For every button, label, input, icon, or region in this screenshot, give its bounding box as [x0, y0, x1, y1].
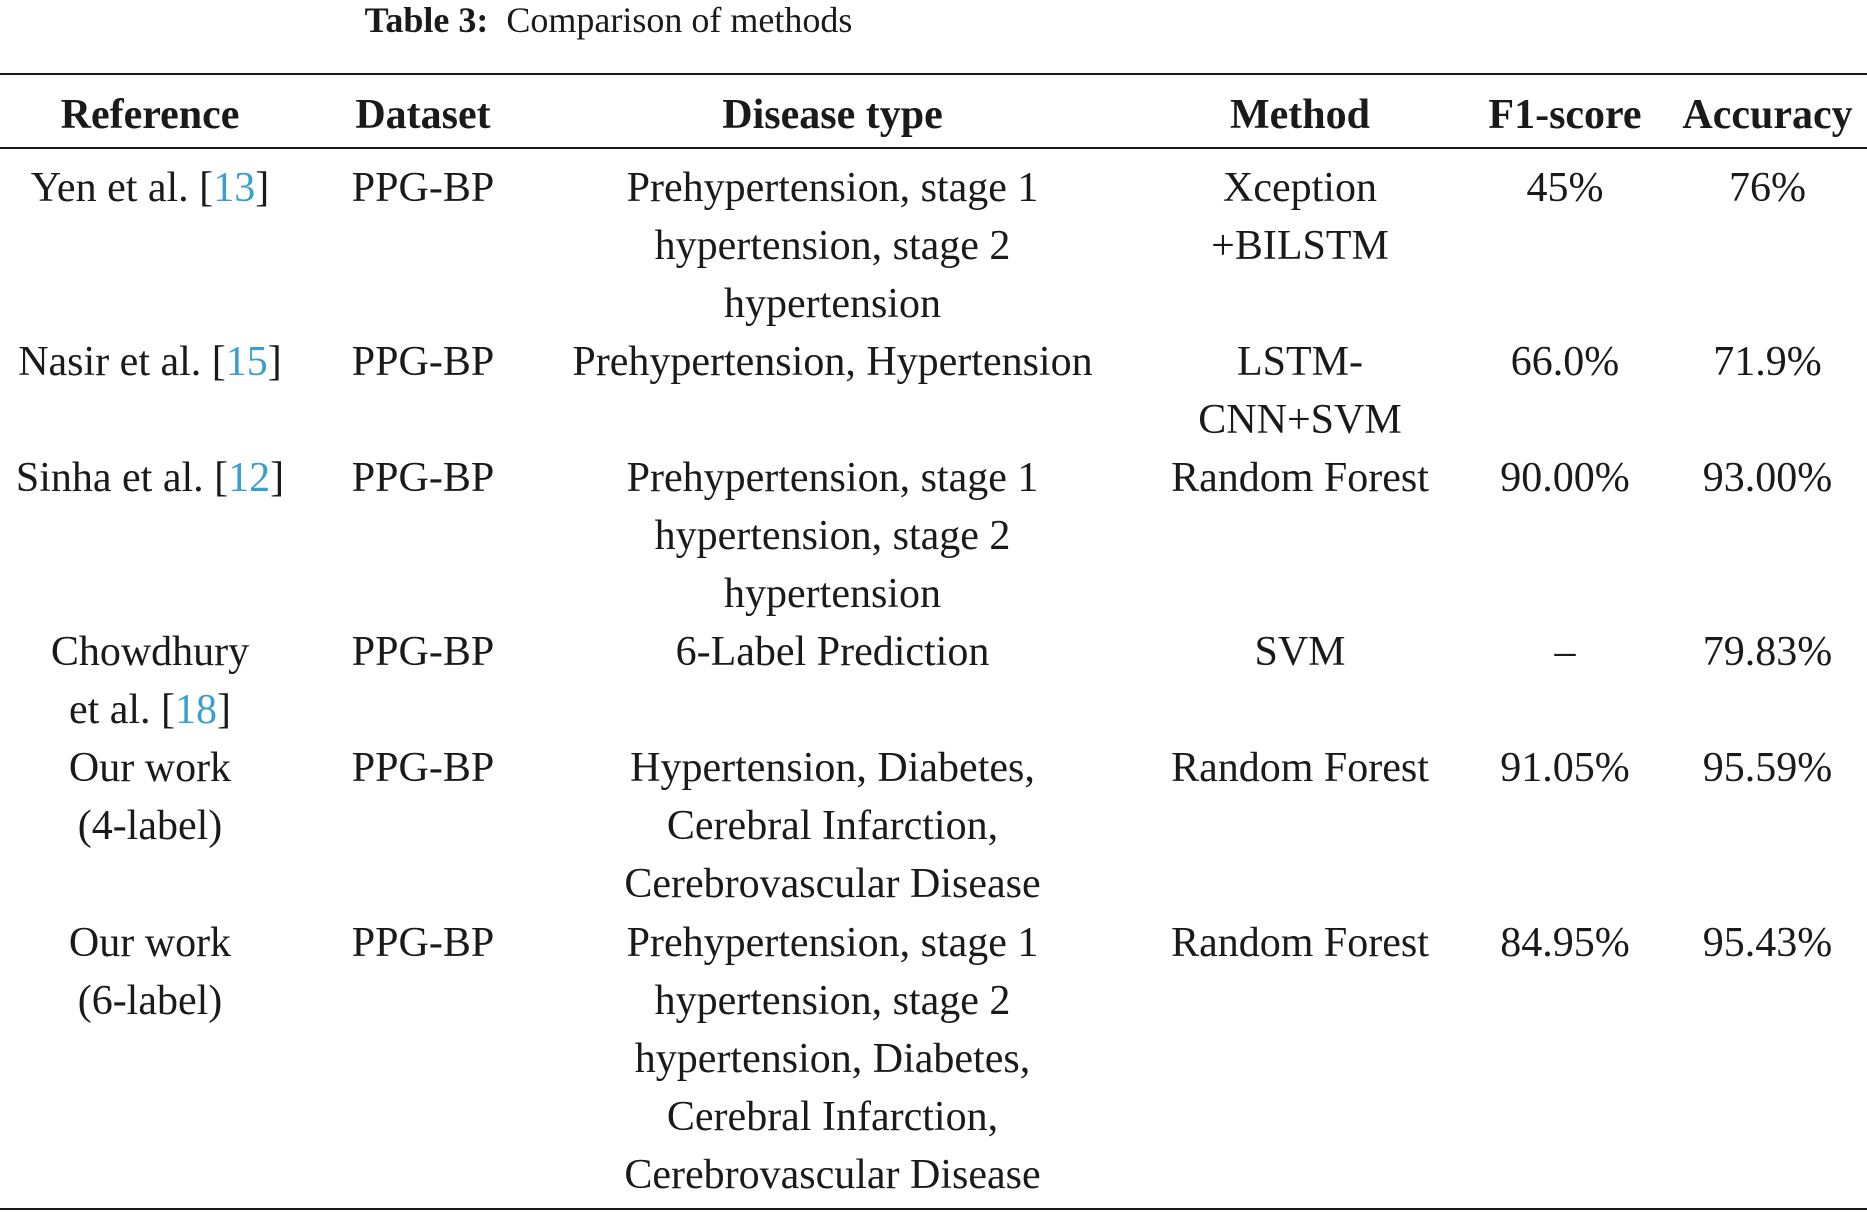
disease-line: hypertension, stage 2: [654, 513, 1011, 559]
table-top-rule: [0, 73, 1867, 75]
table-row-2-reference: [0, 333, 300, 391]
disease-line: hypertension, stage 2: [654, 223, 1011, 269]
table-row-1-accuracy: 76%: [1729, 165, 1806, 211]
table-row-4-method: [1140, 623, 1460, 681]
table-row-3-f1: 90.00%: [1500, 455, 1630, 501]
method-line: Random Forest: [1171, 920, 1429, 966]
table-caption-title: Comparison of methods: [506, 0, 853, 40]
disease-line: hypertension: [724, 281, 941, 327]
header-method: Method: [1230, 92, 1370, 138]
table-row-3-dataset: PPG-BP: [351, 455, 495, 501]
table-row-2-method: [1140, 333, 1460, 449]
reference-bracket: ]: [255, 165, 270, 211]
table-row-5-disease: [530, 739, 1135, 913]
table-row-5-reference: [0, 739, 300, 855]
table-row-3-reference: [0, 449, 300, 507]
table-row-6-f1: 84.95%: [1500, 920, 1630, 966]
citation-link[interactable]: 15: [225, 339, 268, 385]
method-line: Xception: [1223, 165, 1377, 211]
table-header-rule: [0, 147, 1867, 149]
header-f1-score: F1-score: [1488, 92, 1642, 138]
header-reference: Reference: [60, 92, 240, 138]
disease-line: Prehypertension, stage 1: [626, 920, 1039, 966]
disease-line: Cerebral Infarction,: [666, 1094, 999, 1140]
reference-text: Our work: [68, 745, 232, 791]
header-accuracy: Accuracy: [1682, 92, 1853, 138]
table-row-1-reference: [0, 159, 300, 217]
citation-link[interactable]: 12: [228, 455, 271, 501]
table-row-3-method: [1140, 449, 1460, 507]
table-row-2-disease: [530, 333, 1135, 391]
citation-link[interactable]: 18: [175, 687, 218, 733]
header-disease-type: Disease type: [722, 92, 943, 138]
disease-line: Cerebral Infarction,: [666, 803, 999, 849]
table-row-5-f1: 91.05%: [1500, 745, 1630, 791]
table-caption-label: Table 3:: [364, 0, 489, 40]
table-row-6-method: [1140, 914, 1460, 972]
reference-text: Sinha et al. [: [15, 455, 229, 501]
table-row-4-reference: [0, 623, 300, 739]
table-row-1-f1: 45%: [1526, 165, 1604, 211]
reference-text: (4-label): [77, 803, 223, 849]
table-row-6-reference: [0, 914, 300, 1030]
disease-line: Hypertension, Diabetes,: [630, 745, 1035, 791]
table-row-4-disease: [530, 623, 1135, 681]
disease-line: Prehypertension, stage 1: [626, 165, 1039, 211]
table-row-3-accuracy: 93.00%: [1702, 455, 1833, 501]
table-row-5-accuracy: 95.59%: [1702, 745, 1833, 791]
disease-line: Cerebrovascular Disease: [624, 1152, 1041, 1198]
disease-line: Cerebrovascular Disease: [624, 861, 1041, 907]
table-row-4-dataset: PPG-BP: [351, 629, 495, 675]
table-row-1-dataset: PPG-BP: [351, 165, 495, 211]
reference-text: Yen et al. [: [30, 165, 214, 211]
table-row-4-f1: –: [1554, 629, 1576, 675]
reference-bracket: ]: [270, 455, 285, 501]
method-line: Random Forest: [1171, 745, 1429, 791]
table-row-6-dataset: PPG-BP: [351, 920, 495, 966]
reference-text: (6-label): [77, 978, 223, 1024]
table-row-2-dataset: PPG-BP: [351, 339, 495, 385]
table-row-4-accuracy: 79.83%: [1702, 629, 1833, 675]
table-row-5-dataset: PPG-BP: [351, 745, 495, 791]
disease-line: hypertension, stage 2: [654, 978, 1011, 1024]
disease-line: 6-Label Prediction: [675, 629, 990, 675]
reference-bracket: ]: [217, 687, 232, 733]
table-row-5-method: [1140, 739, 1460, 797]
disease-line: Prehypertension, stage 1: [626, 455, 1039, 501]
disease-line: hypertension: [724, 571, 941, 617]
reference-text: Nasir et al. [: [18, 339, 226, 385]
table-bottom-rule: [0, 1208, 1867, 1210]
header-dataset: Dataset: [355, 92, 491, 138]
citation-link[interactable]: 13: [213, 165, 256, 211]
method-line: +BILSTM: [1211, 223, 1389, 269]
disease-line: hypertension, Diabetes,: [634, 1036, 1031, 1082]
disease-line: Prehypertension, Hypertension: [572, 339, 1093, 385]
table-row-6-disease: [530, 914, 1135, 1204]
table-row-1-method: [1140, 159, 1460, 275]
reference-line-2: [0, 681, 300, 739]
method-line: CNN+SVM: [1198, 397, 1402, 443]
reference-text: Chowdhury: [50, 629, 250, 675]
table-row-3-disease: [530, 449, 1135, 623]
table-row-2-accuracy: 71.9%: [1713, 339, 1822, 385]
method-line: SVM: [1254, 629, 1346, 675]
method-line: LSTM-: [1237, 339, 1363, 385]
reference-text: et al. [: [68, 687, 176, 733]
method-line: Random Forest: [1171, 455, 1429, 501]
table-row-6-accuracy: 95.43%: [1702, 920, 1833, 966]
table-caption: [0, 0, 1217, 40]
table-row-1-disease: [530, 159, 1135, 333]
table-row-2-f1: 66.0%: [1510, 339, 1620, 385]
reference-bracket: ]: [267, 339, 282, 385]
reference-text: Our work: [68, 920, 232, 966]
